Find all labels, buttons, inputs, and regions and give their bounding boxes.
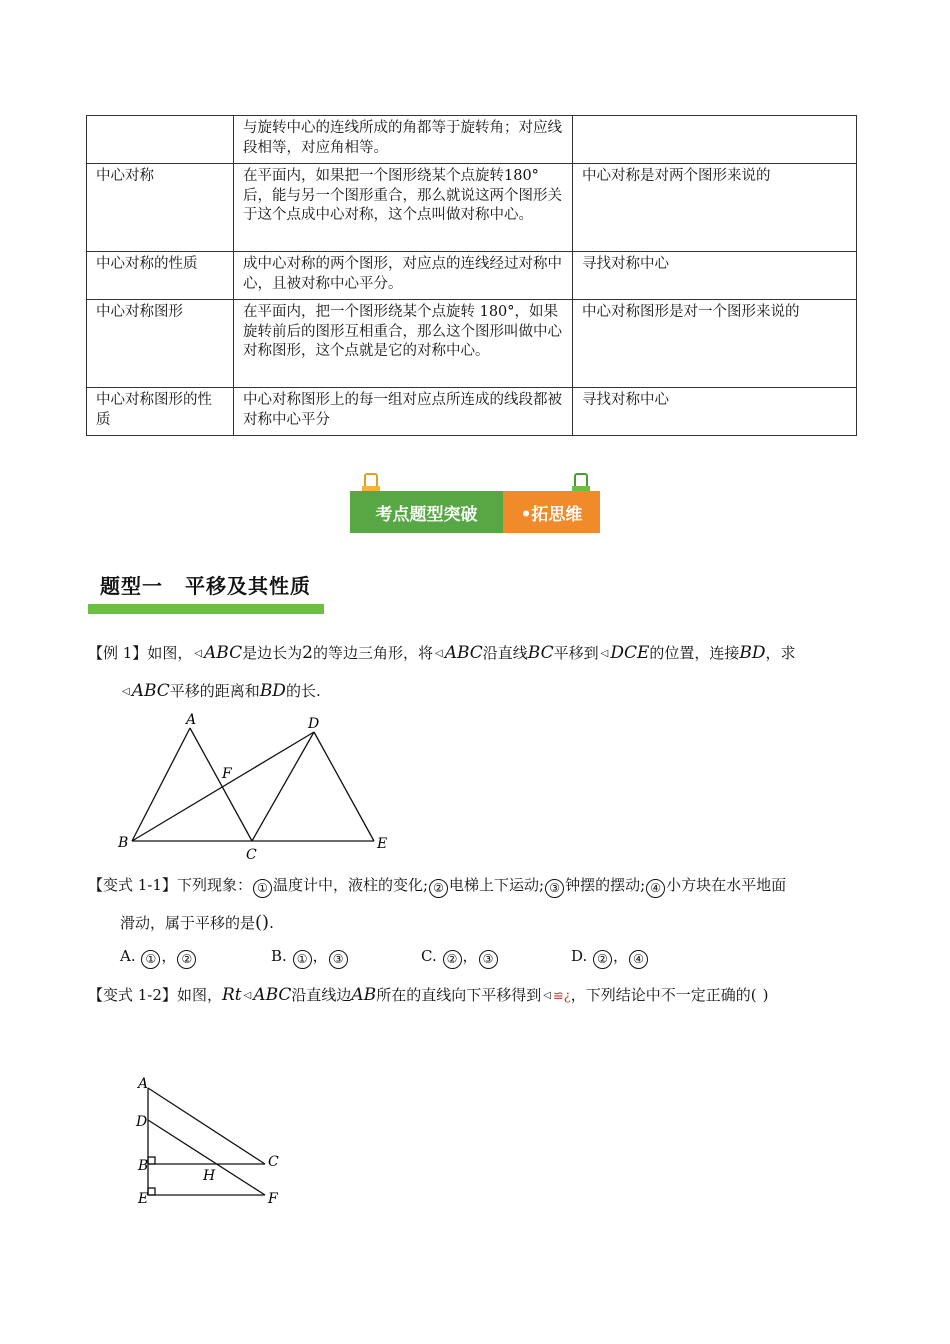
table-row xyxy=(87,252,857,300)
math-bc: BC xyxy=(527,643,554,663)
text: ， xyxy=(462,947,478,965)
text: ，求 xyxy=(765,644,796,662)
variant11-line2 xyxy=(120,912,274,933)
math-abc: ABC xyxy=(253,985,292,1005)
example1-line1 xyxy=(88,642,796,663)
text: 小方块在水平地面 xyxy=(666,876,787,894)
section-label: 题型一 xyxy=(100,574,163,598)
point-label-a: A xyxy=(138,1076,149,1092)
table-cell-note: 寻找对称中心 xyxy=(573,252,857,300)
table-cell-definition: 与旋转中心的连线所成的角都等于旋转角；对应线段相等，对应角相等。 xyxy=(234,116,573,164)
triangle-icon: ◁ xyxy=(194,648,203,659)
math-dce: DCE xyxy=(610,643,650,663)
variant-tag: 【变式 1-2】 xyxy=(88,986,177,1004)
table-cell-note xyxy=(573,116,857,164)
segment-dc xyxy=(252,732,314,841)
math-bd: BD xyxy=(259,681,286,701)
variant-tag: 【变式 1-1】 xyxy=(88,876,177,894)
text: 的位置，连接 xyxy=(649,644,740,662)
segment-ac xyxy=(190,728,252,841)
math-abc: ABC xyxy=(204,643,243,663)
table-row xyxy=(87,300,857,388)
banner-right-label: •拓思维 xyxy=(503,491,600,533)
point-label-c: C xyxy=(246,847,257,863)
section-heading: 平移及其性质 xyxy=(185,574,311,598)
text: 沿直线 xyxy=(482,644,528,662)
text: 平移到 xyxy=(553,644,599,662)
circled-number: ② xyxy=(177,950,196,969)
table-cell-term xyxy=(87,116,234,164)
variant11-line1 xyxy=(88,874,786,898)
text: 滑动，属于平移的是 xyxy=(120,914,256,932)
math-bd: BD xyxy=(739,643,766,663)
triangle-icon: ◁ xyxy=(434,648,443,659)
option-b[interactable] xyxy=(271,945,349,969)
table-cell-term: 中心对称图形的性质 xyxy=(87,388,234,436)
point-label-e: E xyxy=(377,836,388,852)
text: 平移的距离和 xyxy=(169,682,260,700)
point-label-d: D xyxy=(136,1114,148,1130)
math-rt: Rt xyxy=(221,985,242,1005)
table-cell-definition: 成中心对称的两个图形，对应点的连线经过对称中心，且被对称中心平分。 xyxy=(234,252,573,300)
text: ， xyxy=(613,947,629,965)
table-cell-term: 中心对称图形 xyxy=(87,300,234,388)
text: . xyxy=(269,914,274,932)
text: 的等边三角形，将 xyxy=(312,644,433,662)
table-cell-definition: 中心对称图形上的每一组对应点所连成的线段都被对称中心平分 xyxy=(234,388,573,436)
table-cell-note: 中心对称是对两个图形来说的 xyxy=(573,164,857,252)
circled-number: ② xyxy=(429,879,448,898)
math-ab: AB xyxy=(351,985,377,1005)
circled-number: ③ xyxy=(545,879,564,898)
circled-number: ④ xyxy=(646,879,665,898)
point-label-f: F xyxy=(222,766,232,782)
option-a[interactable] xyxy=(120,945,197,969)
math-two: 2 xyxy=(302,643,313,663)
right-angle-mark-b xyxy=(148,1157,155,1164)
text: ) xyxy=(762,986,769,1004)
symmetry-table xyxy=(86,115,857,436)
table-cell-definition: 在平面内，把一个图形绕某个点旋转 180°，如果旋转前后的图形互相重合，那么这个图形叫做中心对称图形，这个点就是它的对称中心。 xyxy=(234,300,573,388)
garbled-symbol: ≌¿ xyxy=(552,989,571,1004)
option-c[interactable] xyxy=(421,945,499,969)
point-label-b: B xyxy=(138,1158,149,1174)
table-cell-term: 中心对称的性质 xyxy=(87,252,234,300)
text: 沿直线边 xyxy=(291,986,352,1004)
text: 温度计中，液柱的变化; xyxy=(272,876,429,894)
variant12-line1 xyxy=(88,984,769,1005)
circled-number: ③ xyxy=(329,950,348,969)
figure-right-triangles xyxy=(128,1070,288,1215)
table-row xyxy=(87,116,857,164)
example1-line2 xyxy=(120,680,321,701)
right-angle-mark-e xyxy=(148,1188,155,1195)
circled-number: ② xyxy=(443,950,462,969)
segment-de xyxy=(314,732,374,841)
text: 下列现象： xyxy=(176,876,252,894)
option-label: C. xyxy=(421,947,437,965)
point-label-d: D xyxy=(308,716,320,732)
section-underline xyxy=(88,604,324,614)
example-tag: 【例 1】 xyxy=(88,644,148,662)
point-label-e: E xyxy=(138,1191,149,1207)
table-row xyxy=(87,388,857,436)
text: 所在的直线向下平移得到 xyxy=(376,986,542,1004)
option-label: A. xyxy=(120,947,136,965)
text: 电梯上下运动; xyxy=(449,876,545,894)
text: 如图， xyxy=(176,986,222,1004)
text: 钟摆的摆动; xyxy=(565,876,646,894)
option-d[interactable] xyxy=(571,945,649,969)
point-label-c: C xyxy=(268,1154,279,1170)
point-label-b: B xyxy=(118,835,129,851)
point-label-h: H xyxy=(203,1168,216,1184)
answer-blank: () xyxy=(255,912,270,933)
point-label-f: F xyxy=(268,1191,278,1207)
text: ， xyxy=(161,947,177,965)
math-abc: ABC xyxy=(131,681,170,701)
table-cell-note: 中心对称图形是对一个图形来说的 xyxy=(573,300,857,388)
table-cell-definition: 在平面内，如果把一个图形绕某个点旋转180°后，能与另一个图形重合，那么就说这两个图形关于这个点成中心对称，这个点叫做对称中心。 xyxy=(234,164,573,252)
triangle-icon: ◁ xyxy=(600,648,609,659)
text: ，下列结论中不一定正确的( xyxy=(570,986,757,1004)
text: 的长. xyxy=(285,682,321,700)
circled-number: ① xyxy=(141,950,160,969)
text: ， xyxy=(312,947,328,965)
circled-number: ④ xyxy=(629,950,648,969)
circled-number: ② xyxy=(593,950,612,969)
circled-number: ③ xyxy=(479,950,498,969)
triangle-icon: ◁ xyxy=(543,990,551,1001)
triangle-icon: ◁ xyxy=(122,686,130,697)
triangle-icon: ◁ xyxy=(243,990,252,1001)
point-label-a: A xyxy=(186,712,197,728)
segment-ac xyxy=(148,1088,265,1164)
math-abc: ABC xyxy=(444,643,483,663)
circled-number: ① xyxy=(293,950,312,969)
figure-triangles-translation xyxy=(110,708,400,868)
option-label: B. xyxy=(271,947,287,965)
table-row xyxy=(87,164,857,252)
banner-left-label: 考点题型突破 xyxy=(350,491,503,533)
text: 如图， xyxy=(147,644,193,662)
section-title xyxy=(100,570,311,599)
table-cell-note: 寻找对称中心 xyxy=(573,388,857,436)
section-banner xyxy=(350,472,602,534)
text: 是边长为 xyxy=(242,644,303,662)
table-cell-term: 中心对称 xyxy=(87,164,234,252)
circled-number: ① xyxy=(253,879,272,898)
option-label: D. xyxy=(571,947,588,965)
